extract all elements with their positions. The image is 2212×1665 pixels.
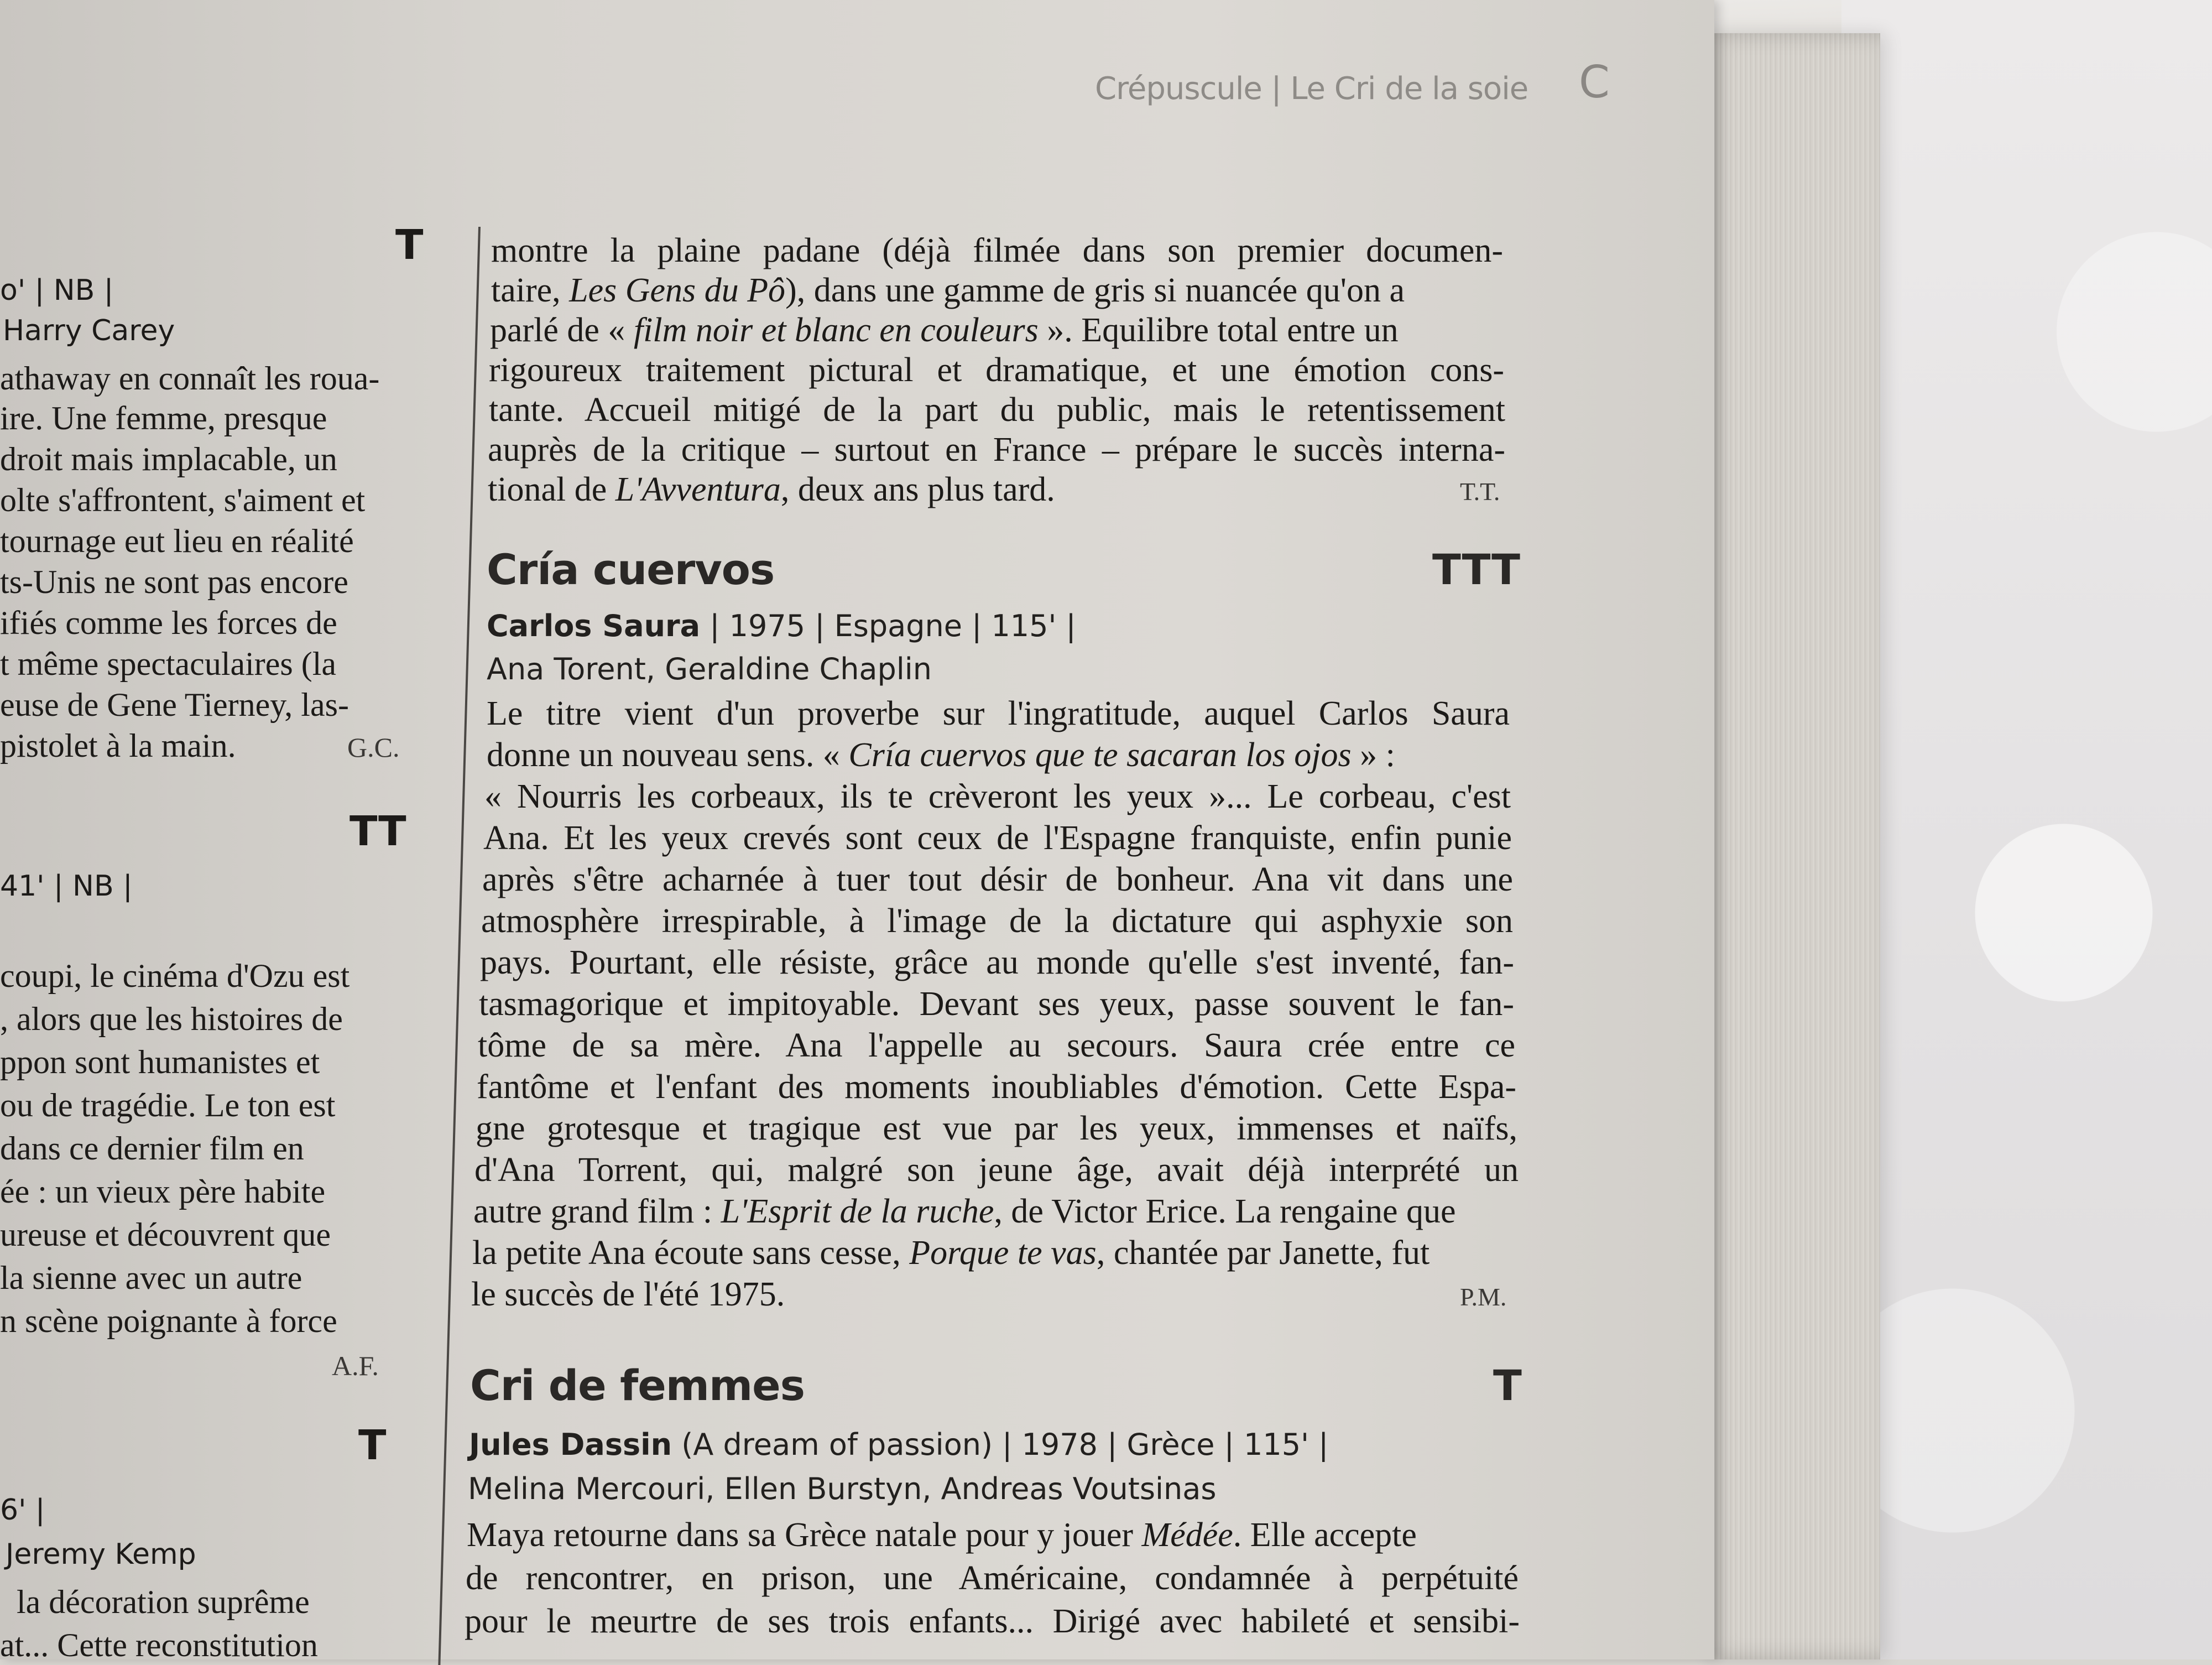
text-line: , alors que les histoires de xyxy=(0,1001,343,1037)
entry-title: Cri de femmes xyxy=(470,1361,805,1410)
section-letter: C xyxy=(1579,56,1610,108)
entry-meta xyxy=(487,608,1076,643)
text-line: ppon sont humanistes et xyxy=(0,1044,320,1080)
text-line: dans ce dernier film en xyxy=(0,1130,304,1167)
author-initials: A.F. xyxy=(332,1350,379,1381)
text-line: ifiés comme les forces de xyxy=(0,605,337,641)
text-fragment: la petite Ana écoute sans cesse, xyxy=(472,1234,910,1272)
entry-meta: 6' | xyxy=(0,1494,45,1527)
text-fragment: Maya retourne dans sa Grèce natale pour y jouer xyxy=(467,1516,1142,1554)
rating-mark: T xyxy=(358,1422,387,1469)
text-line: tasmagorique et impitoyable. Devant ses yeux, passe souvent le fan- xyxy=(479,985,1514,1023)
film-title-italic: L'Avventura xyxy=(615,471,781,508)
film-title-italic: L'Esprit de la ruche xyxy=(721,1193,994,1230)
text-fragment: taire, xyxy=(491,272,570,309)
text-line: pour le meurtre de ses trois enfants... Dirigé avec habileté et sensibi- xyxy=(465,1602,1520,1640)
text-line: ou de tragédie. Le ton est xyxy=(0,1087,336,1123)
text-line: tôme de sa mère. Ana l'appelle au secours. Saura crée entre ce xyxy=(478,1027,1515,1064)
text-line: le succès de l'été 1975. xyxy=(471,1276,785,1313)
quote-italic: Cría cuervos que te sacaran los ojos xyxy=(848,736,1352,774)
text-fragment: parlé de « xyxy=(490,311,634,349)
text-line: pays. Pourtant, elle résiste, grâce au monde qu'elle s'est inventé, fan- xyxy=(480,944,1514,981)
text-line xyxy=(490,311,1502,350)
text-line xyxy=(491,271,1503,310)
text-line: coupi, le cinéma d'Ozu est xyxy=(0,958,350,994)
text-line xyxy=(488,470,1055,509)
text-line: athaway en connaît les roua- xyxy=(0,360,380,397)
rating-mark: T xyxy=(395,221,424,269)
text-fragment: tional de xyxy=(488,471,615,508)
rating-mark: TT xyxy=(349,808,406,855)
text-line: Ana. Et les yeux crevés sont ceux de l'Espagne franquiste, enfin punie xyxy=(483,819,1512,857)
rating-mark: T xyxy=(1493,1361,1522,1410)
text-fragment: donne un nouveau sens. « xyxy=(487,736,849,774)
text-line: euse de Gene Tierney, las- xyxy=(0,686,349,723)
text-line: tournage eut lieu en réalité xyxy=(0,523,354,559)
song-title-italic: Porque te vas xyxy=(909,1234,1097,1272)
text-line xyxy=(487,736,1510,775)
text-line: Le titre vient d'un proverbe sur l'ingratitude, auquel Carlos Saura xyxy=(487,695,1510,732)
text-line: montre la plaine padane (déjà filmée dans son premier documen- xyxy=(491,232,1503,269)
text-line: ée : un vieux père habite xyxy=(0,1173,326,1210)
text-line: rigoureux traitement pictural et dramatique, et une émotion cons- xyxy=(489,351,1504,389)
text-line: tante. Accueil mitigé de la part du public, mais le retentissement xyxy=(489,391,1505,429)
text-fragment: autre grand film : xyxy=(473,1193,721,1230)
text-line: de rencontrer, en prison, une Américaine, condamnée à perpétuité xyxy=(466,1559,1519,1597)
patterned-tablecloth xyxy=(1841,0,2212,1659)
text-line: droit mais implacable, un xyxy=(0,441,337,477)
text-line xyxy=(473,1192,1519,1231)
text-line: n scène poignante à force xyxy=(0,1303,337,1339)
text-line: ire. Une femme, presque xyxy=(0,400,327,436)
text-fragment: » : xyxy=(1351,736,1395,774)
text-line: fantôme et l'enfant des moments inoubliables d'émotion. Cette Espa- xyxy=(477,1068,1516,1106)
entry-meta-rest: (A dream of passion) | 1978 | Grèce | 115' | xyxy=(672,1427,1329,1462)
author-initials: P.M. xyxy=(1460,1283,1507,1311)
text-line: auprès de la critique – surtout en France – prépare le succès interna- xyxy=(488,431,1505,469)
entry-cast: Ana Torent, Geraldine Chaplin xyxy=(487,652,932,686)
text-fragment: , de Victor Erice. La rengaine que xyxy=(994,1193,1456,1230)
play-title-italic: Médée xyxy=(1141,1516,1233,1554)
text-line xyxy=(467,1516,1517,1555)
main-column xyxy=(465,221,1604,1659)
rating-mark: TTT xyxy=(1432,545,1521,594)
entry-meta xyxy=(469,1427,1328,1462)
entry-meta: 41' | NB | xyxy=(0,870,133,903)
text-fragment: , chantée par Janette, fut xyxy=(1096,1234,1430,1272)
text-line: at... Cette reconstitution xyxy=(0,1627,318,1659)
left-column xyxy=(0,221,442,1659)
text-fragment: . Elle accepte xyxy=(1233,1516,1417,1554)
entry-meta: o' | NB | xyxy=(0,274,114,307)
entry-title: Cría cuervos xyxy=(487,545,775,594)
text-line: gne grotesque et tragique est vue par les yeux, immenses et naïfs, xyxy=(476,1110,1517,1147)
entry-cast: Melina Mercouri, Ellen Burstyn, Andreas Voutsinas xyxy=(468,1471,1217,1506)
text-line xyxy=(472,1234,1520,1273)
quote-italic: film noir et blanc en couleurs xyxy=(633,311,1039,349)
entry-meta-rest: | 1975 | Espagne | 115' | xyxy=(700,608,1076,643)
text-line: ts-Unis ne sont pas encore xyxy=(0,564,348,600)
text-line: olte s'affrontent, s'aiment et xyxy=(0,482,366,518)
text-fragment: ». Equilibre total entre un xyxy=(1038,311,1399,349)
text-line: t même spectaculaires (la xyxy=(0,646,337,682)
text-line: d'Ana Torrent, qui, malgré son jeune âge, avait déjà interprété un xyxy=(474,1151,1519,1189)
text-line: la sienne avec un autre xyxy=(0,1260,302,1296)
author-initials: T.T. xyxy=(1460,477,1500,506)
entry-cast: Harry Carey xyxy=(3,314,175,347)
text-fragment: ), dans une gamme de gris si nuancée qu'on a xyxy=(785,272,1405,309)
text-line: atmosphère irrespirable, à l'image de la dictature qui asphyxie son xyxy=(481,902,1513,940)
text-line: « Nourris les corbeaux, ils te crèveront les yeux »... Le corbeau, c'est xyxy=(484,778,1511,815)
director-name: Jules Dassin xyxy=(469,1427,672,1462)
film-title-italic: Les Gens du Pô xyxy=(569,272,786,309)
text-line: pistolet à la main. xyxy=(0,727,236,764)
running-head: Crépuscule | Le Cri de la soie xyxy=(1095,71,1528,107)
text-line: la décoration suprême xyxy=(17,1584,310,1620)
entry-cast: Jeremy Kemp xyxy=(6,1538,196,1571)
book-page-edges xyxy=(1703,33,1880,1659)
text-fragment: , deux ans plus tard. xyxy=(780,471,1055,508)
text-line: ureuse et découvrent que xyxy=(0,1216,331,1253)
text-line: après s'être acharnée à tuer tout désir de bonheur. Ana vit dans une xyxy=(482,861,1513,898)
author-initials: G.C. xyxy=(347,732,400,763)
director-name: Carlos Saura xyxy=(487,608,701,643)
